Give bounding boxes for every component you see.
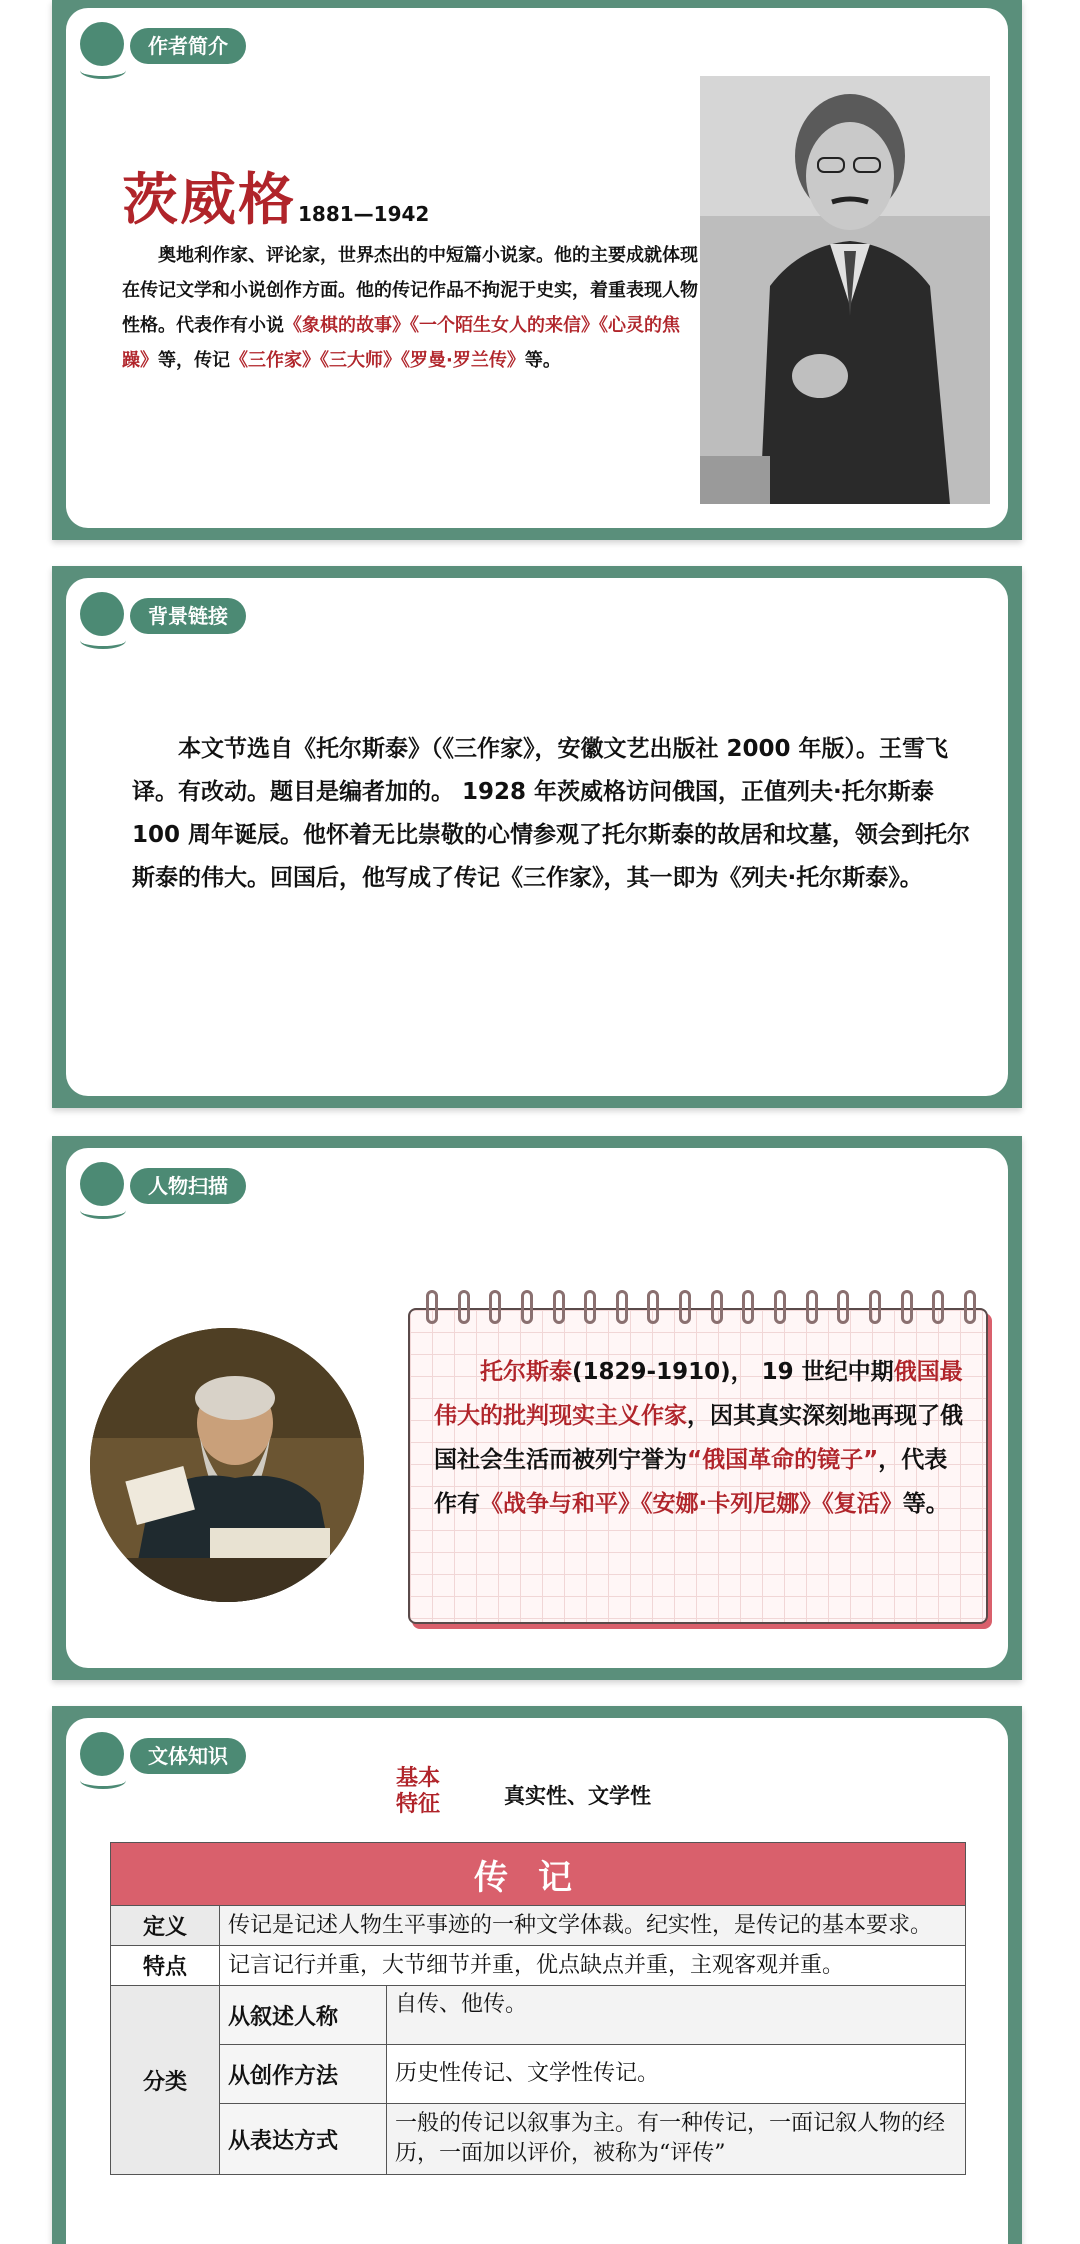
row-value: 一般的传记以叙事为主。有一种传记，一面记叙人物的经历，一面加以评价，被称为“评传” (387, 2104, 966, 2175)
table-header-row (111, 1843, 966, 1906)
slide-panel (66, 578, 1008, 1096)
row-label: 分类 (111, 1986, 220, 2175)
ring-icon (742, 1290, 754, 1324)
feature-label-line: 基本 (396, 1766, 441, 1791)
work-title: 《复活》 (822, 1491, 903, 1517)
badge-label: 文体知识 (130, 1738, 246, 1774)
row-value: 记言记行并重，大节细节并重，优点缺点并重，主观客观并重。 (220, 1946, 966, 1986)
ring-icon (584, 1290, 596, 1324)
sub-label: 从创作方法 (220, 2045, 387, 2104)
ring-icon (458, 1290, 470, 1324)
author-bio (122, 238, 698, 378)
bio-text: 奥地利作家、评论家，世界杰出的中短篇小说家。他的主要成就体现在传记文学和小说创作方面。他的传记作品不拘泥于史实，着重表现人物性格。代表作有小说 (122, 245, 698, 336)
badge-circle-icon (80, 1162, 124, 1206)
table-row (111, 1946, 966, 1986)
badge-swoosh-icon (80, 1202, 126, 1219)
work-title: 《三作家》 (230, 350, 320, 371)
feature-label (396, 1766, 440, 1818)
author-name: 茨威格 (122, 168, 296, 233)
row-value: 自传、他传。 (387, 1986, 966, 2045)
badge-swoosh-icon (80, 632, 126, 649)
work-title: 《安娜·卡列尼娜》 (641, 1491, 823, 1517)
badge-circle-icon (80, 22, 124, 66)
work-title: 《心灵的焦躁》 (122, 315, 680, 371)
ring-icon (964, 1290, 976, 1324)
sub-label: 从叙述人称 (220, 1986, 387, 2045)
note-text-part: (1829-1910)， 19 世纪中期 (572, 1359, 894, 1385)
slide-character (52, 1136, 1022, 1680)
note-highlight: 俄国最伟大的批判现实主义作家 (434, 1359, 963, 1429)
tolstoy-text (434, 1350, 970, 1526)
table-title: 传记 (111, 1843, 966, 1906)
background-text: 本文节选自《托尔斯泰》（《三作家》，安徽文艺出版社 2000 年版）。王雪飞译。有改动。题目是编者加的。 1928 年茨威格访问俄国，正值列夫·托尔斯泰 100 周年诞辰。他怀着无比崇敬的心情参观了托尔斯泰的故居和坟墓，领会到托尔斯泰的伟大。回国后，他写成了传记《三作家》，其一即为《列夫·托尔斯泰》。 (132, 736, 971, 891)
ring-icon (679, 1290, 691, 1324)
badge-label: 人物扫描 (130, 1168, 246, 1204)
bio-text: 等，传记 (158, 350, 230, 371)
ring-icon (521, 1290, 533, 1324)
slide-panel (66, 1718, 1008, 2244)
work-title: 《罗曼·罗兰传》 (401, 350, 525, 371)
table-row (111, 2104, 966, 2175)
slide-author (52, 0, 1022, 540)
feature-value: 真实性、文学性 (504, 1784, 651, 1808)
badge-swoosh-icon (80, 62, 126, 79)
tolstoy-name: 托尔斯泰 (480, 1359, 572, 1385)
work-title: 《一个陌生女人的来信》 (410, 315, 599, 336)
ring-icon (553, 1290, 565, 1324)
note-highlight: “俄国革命的镜子” (687, 1447, 879, 1473)
author-years: 1881—1942 (298, 202, 430, 226)
note-text-part: ，代表作有 (434, 1447, 948, 1517)
slide-genre (52, 1706, 1022, 2244)
bio-text: 等。 (524, 350, 561, 371)
sub-label: 从表达方式 (220, 2104, 387, 2175)
ring-icon (489, 1290, 501, 1324)
badge-swoosh-icon (80, 1772, 126, 1789)
ring-icon (711, 1290, 723, 1324)
work-title: 《三大师》 (320, 350, 401, 371)
note-text-part: ，因其真实深刻地再现了俄国社会生活而被列宁誉为 (434, 1403, 963, 1473)
biography-table (110, 1842, 966, 2175)
table-row (111, 1986, 966, 2045)
ring-icon (647, 1290, 659, 1324)
work-title: 《象棋的故事》 (284, 315, 410, 336)
notepad-rings (426, 1290, 976, 1326)
badge-label: 作者简介 (130, 28, 246, 64)
row-label: 特点 (111, 1946, 220, 1986)
badge-circle-icon (80, 1732, 124, 1776)
table-row (111, 2045, 966, 2104)
ring-icon (774, 1290, 786, 1324)
feature-label-line: 特征 (396, 1792, 441, 1817)
tolstoy-portrait (90, 1328, 364, 1602)
note-text-part: 等。 (902, 1491, 949, 1517)
ring-icon (932, 1290, 944, 1324)
ring-icon (837, 1290, 849, 1324)
work-title: 《战争与和平》 (480, 1491, 641, 1517)
slide-background (52, 566, 1022, 1108)
slide-panel (66, 1148, 1008, 1668)
table-row (111, 1906, 966, 1946)
slide-panel (66, 8, 1008, 528)
ring-icon (901, 1290, 913, 1324)
badge-circle-icon (80, 592, 124, 636)
ring-icon (426, 1290, 438, 1324)
row-value: 历史性传记、文学性传记。 (387, 2045, 966, 2104)
row-value: 传记是记述人物生平事迹的一种文学体裁。纪实性，是传记的基本要求。 (220, 1906, 966, 1946)
author-portrait (700, 76, 990, 504)
badge-label: 背景链接 (130, 598, 246, 634)
ring-icon (616, 1290, 628, 1324)
notepad-card (408, 1290, 988, 1624)
row-label: 定义 (111, 1906, 220, 1946)
ring-icon (869, 1290, 881, 1324)
ring-icon (806, 1290, 818, 1324)
